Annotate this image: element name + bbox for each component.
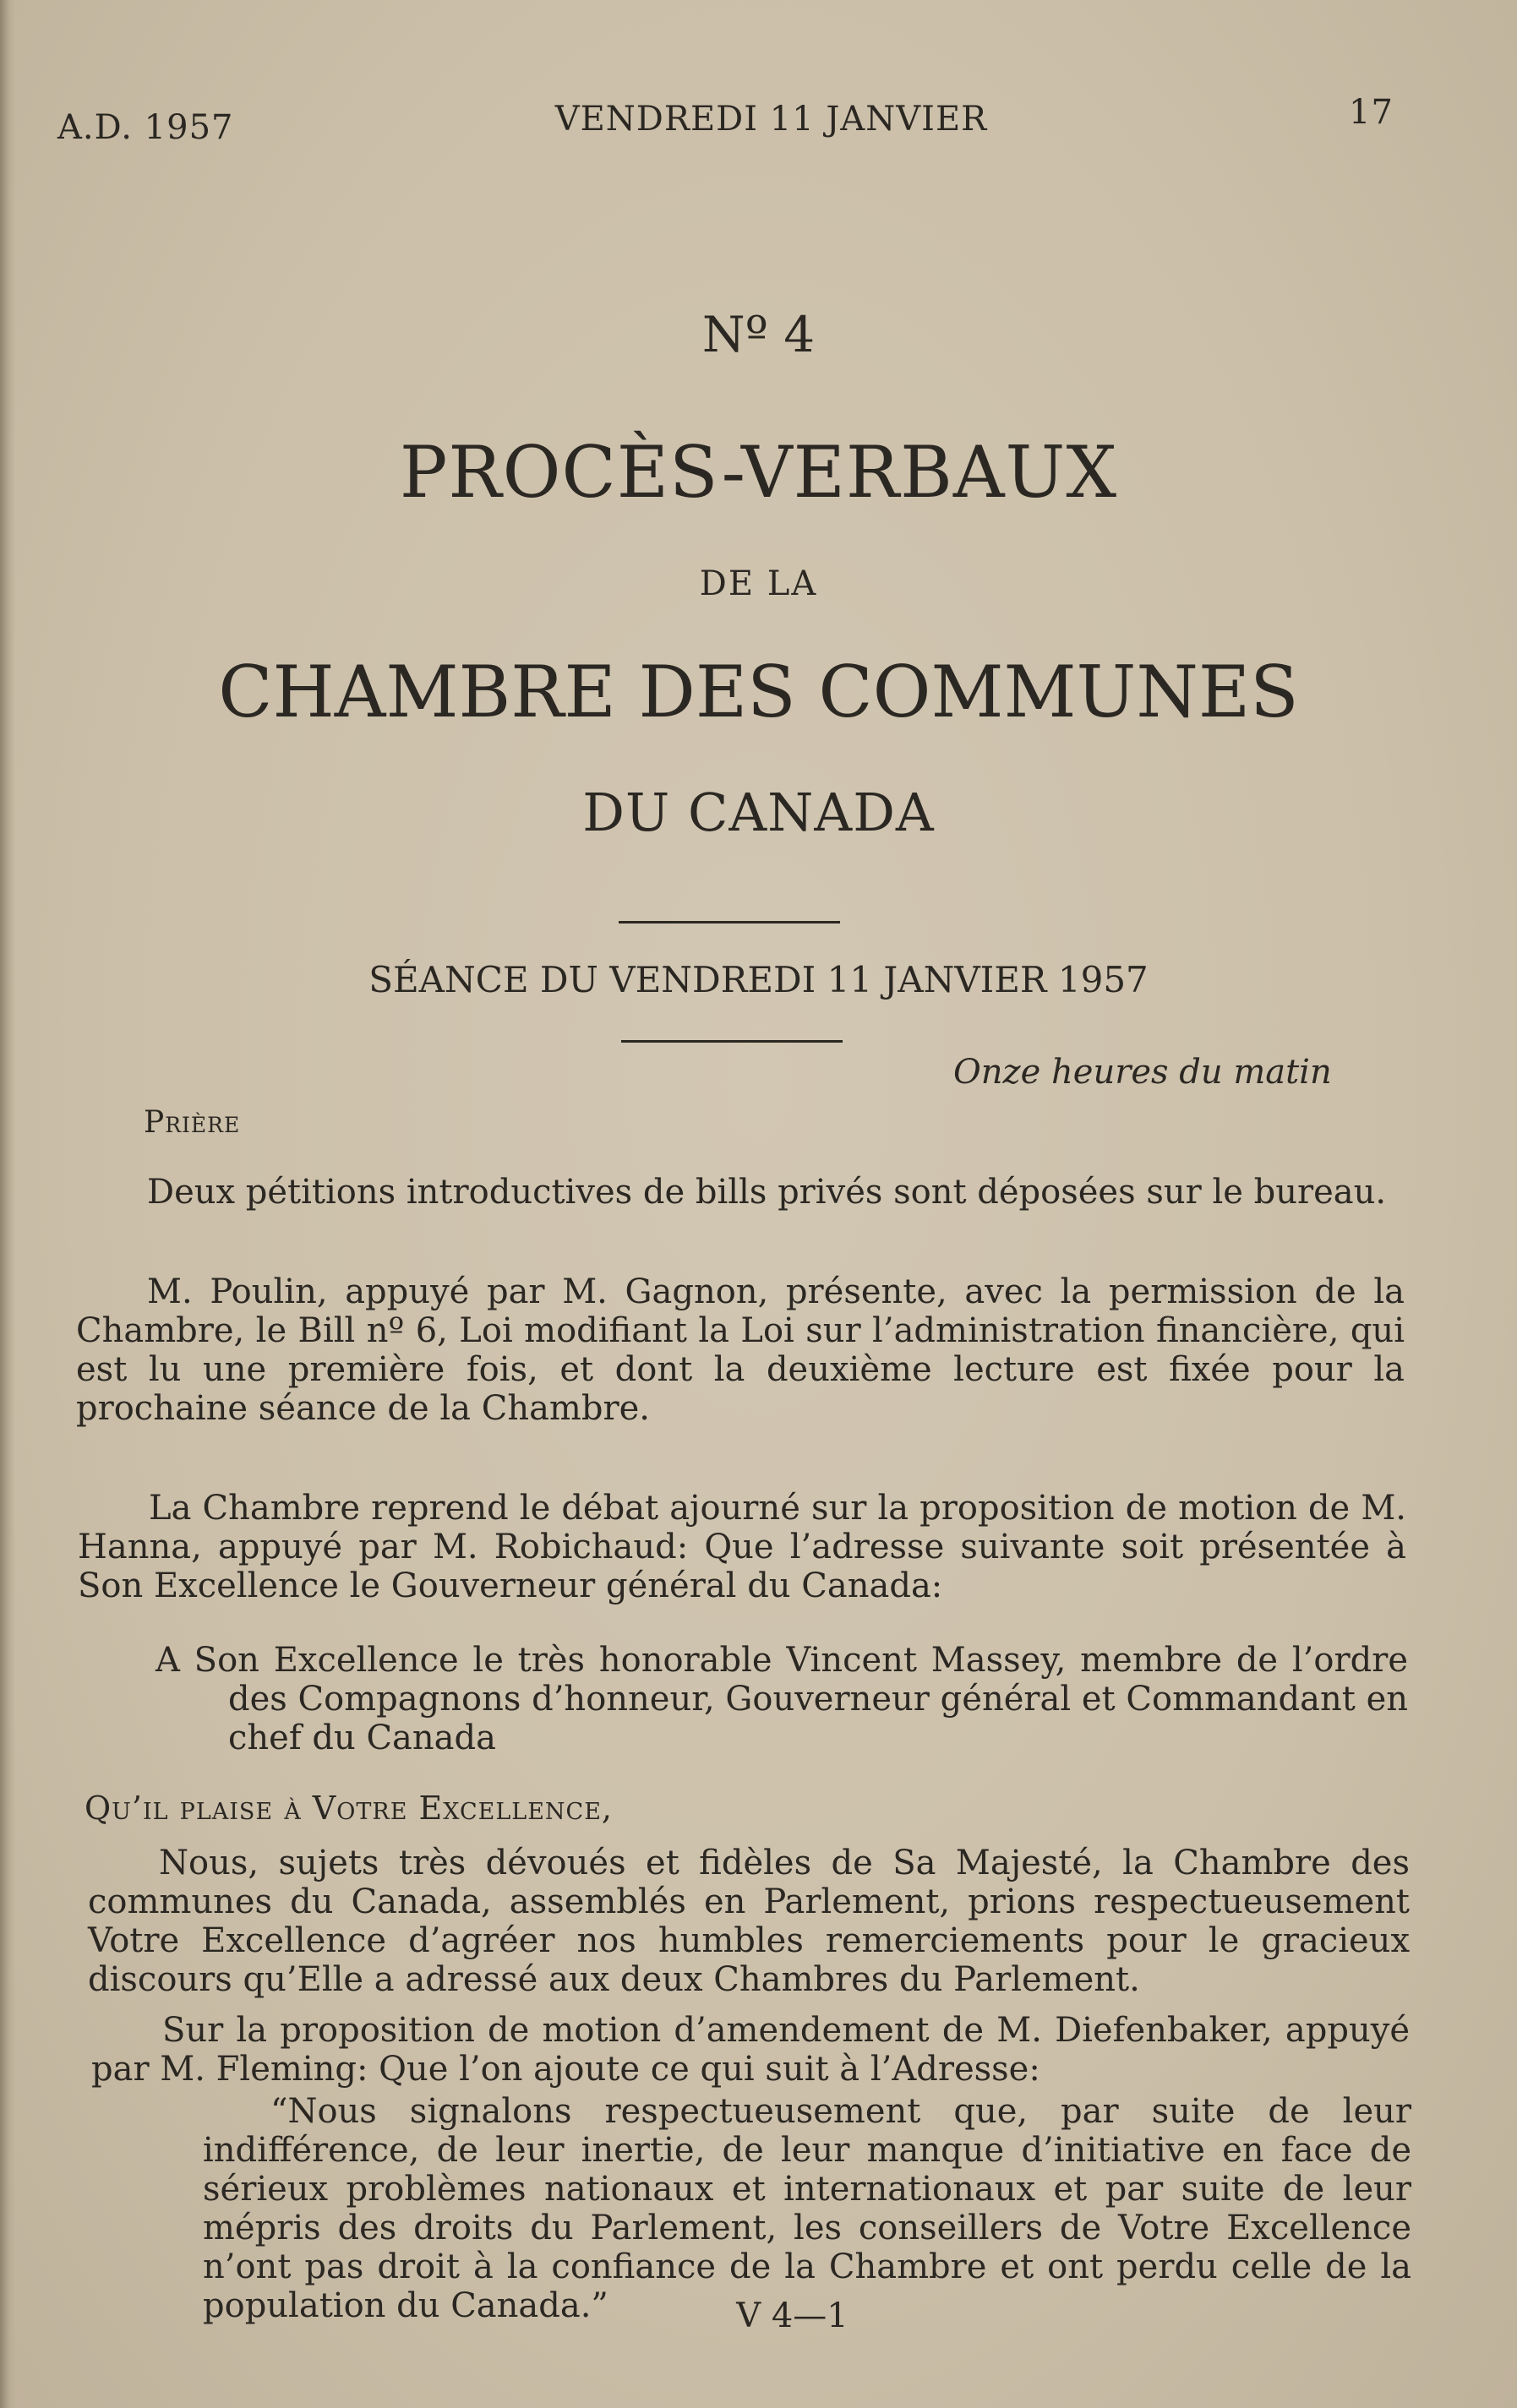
document-title: PROCÈS-VERBAUX	[399, 431, 1118, 514]
paragraph-petitions: Deux pétitions introductives de bills privés sont déposées sur le bureau.	[147, 1173, 1387, 1212]
paragraph-address-recipient: A Son Excellence le très honorable Vincent Massey, membre de l’ordre des Compagnons d’honneur, Gouverneur général et Commandant en chef du Canada	[156, 1641, 1408, 1757]
page-number: 17	[1349, 93, 1394, 132]
divider-rule-top	[619, 921, 840, 923]
paragraph-debate: La Chambre reprend le débat ajourné sur la proposition de motion de M. Hanna, appuyé par M. Robichaud: Que l’adresse suivante soit présentée à Son Excellence le Gouverneur général du Canada:	[78, 1489, 1406, 1605]
session-time: Onze heures du matin	[953, 1053, 1332, 1092]
institution-title: CHAMBRE DES COMMUNES	[218, 651, 1299, 733]
title-connector: DE LA	[699, 564, 818, 603]
country-title: DU CANADA	[582, 782, 935, 843]
divider-rule-bottom	[621, 1040, 843, 1043]
session-heading: SÉANCE DU VENDREDI 11 JANVIER 1957	[368, 959, 1149, 1000]
paragraph-bill-6: M. Poulin, appuyé par M. Gagnon, présente, avec la permission de la Chambre, le Bill nº 6, Loi modifiant la Loi sur l’administration financière, qui est lu une première fois, et dont la deuxième lecture est fixée pour la prochaine séance de la Chambre.	[76, 1272, 1405, 1428]
signature-mark: V 4—1	[736, 2296, 849, 2335]
salutation: Qu’il plaise à Votre Excellence,	[85, 1790, 613, 1827]
paragraph-amendment: Sur la proposition de motion d’amendement de M. Diefenbaker, appuyé par M. Fleming: Que l’on ajoute ce qui suit à l’Adresse:	[91, 2011, 1410, 2089]
running-head-year: A.D. 1957	[57, 108, 234, 147]
running-head-date: VENDREDI 11 JANVIER	[554, 100, 988, 139]
section-priere: Prière	[144, 1105, 241, 1140]
paragraph-address-body: Nous, sujets très dévoués et fidèles de Sa Majesté, la Chambre des communes du Canada, assemblés en Parlement, prions respectueusement Votre Excellence d’agréer nos humbles remerciements pour le gracieux discours qu’Elle a adressé aux deux Chambres du Parlement.	[88, 1844, 1410, 1999]
paragraph-amendment-quote: “Nous signalons respectueusement que, par suite de leur indifférence, de leur inertie, de leur manque d’initiative en face de sérieux problèmes nationaux et internationaux et par suite de leur mépris des droits du Parlement, les conseillers de Votre Excellence n’ont pas droit à la confiance de la Chambre et ont perdu celle de la population du Canada.”	[203, 2092, 1411, 2325]
issue-number: Nº 4	[701, 306, 816, 363]
